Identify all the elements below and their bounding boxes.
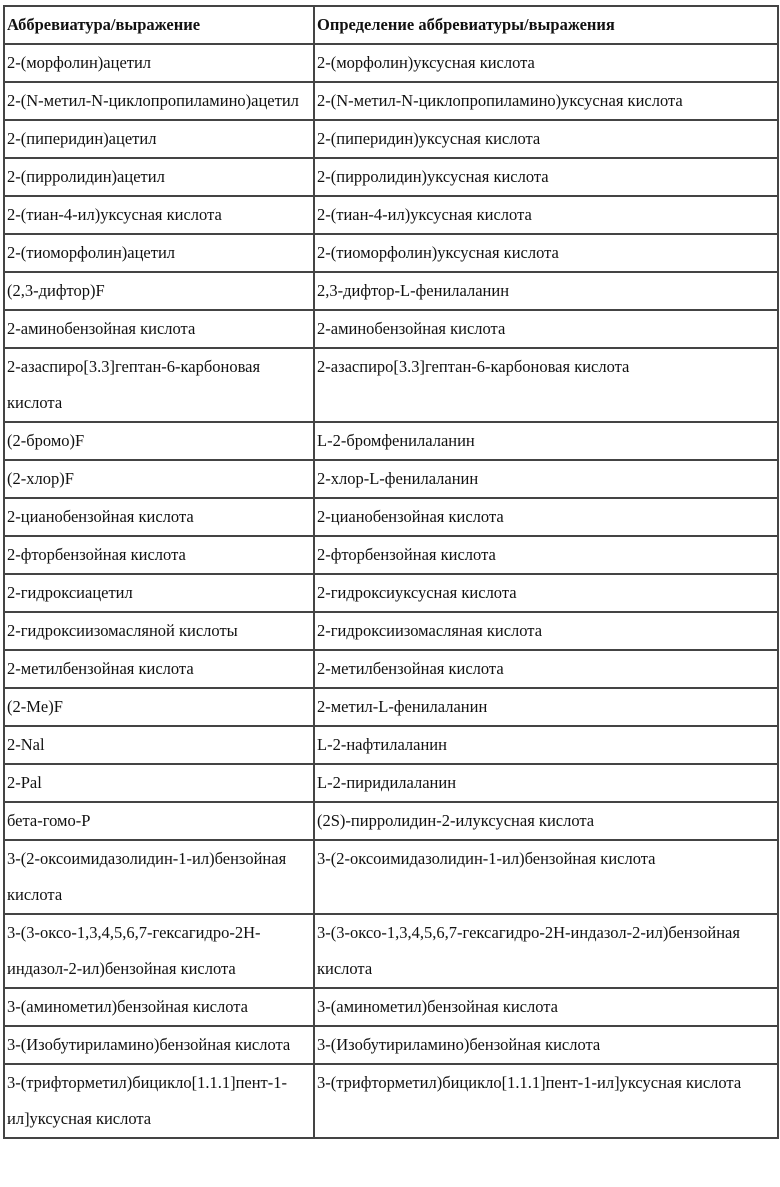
table-row [4,840,778,914]
definition-cell: L-2-бромфенилаланин [314,422,778,460]
abbreviation-cell: 2-аминобензойная кислота [4,310,314,348]
abbreviation-cell: 2-метилбензойная кислота [4,650,314,688]
abbreviation-cell: 2-(тиоморфолин)ацетил [4,234,314,272]
table-row [4,914,778,988]
definition-cell: 2-азаспиро[3.3]гептан-6-карбоновая кислота [314,348,778,422]
table-row [4,82,778,120]
definition-cell: L-2-пиридилаланин [314,764,778,802]
header-abbreviation: Аббревиатура/выражение [4,6,314,44]
abbreviation-cell: 2-цианобензойная кислота [4,498,314,536]
abbreviation-cell: 3-(3-оксо-1,3,4,5,6,7-гексагидро-2H-индазол-2-ил)бензойная кислота [4,914,314,988]
definition-cell: 2-аминобензойная кислота [314,310,778,348]
table-row [4,536,778,574]
abbreviation-cell: 2-гидроксиацетил [4,574,314,612]
definition-cell: L-2-нафтилаланин [314,726,778,764]
abbreviation-cell: 2-гидроксиизомасляной кислоты [4,612,314,650]
definition-cell: 3-(2-оксоимидазолидин-1-ил)бензойная кислота [314,840,778,914]
header-row [4,6,778,44]
abbreviation-cell: 2-азаспиро[3.3]гептан-6-карбоновая кислота [4,348,314,422]
table-row [4,120,778,158]
definition-cell: 2-(пирролидин)уксусная кислота [314,158,778,196]
definition-cell: 2-(морфолин)уксусная кислота [314,44,778,82]
abbreviation-cell: 3-(2-оксоимидазолидин-1-ил)бензойная кислота [4,840,314,914]
definition-cell: 2-цианобензойная кислота [314,498,778,536]
abbreviation-cell: 2-(N-метил-N-циклопропиламино)ацетил [4,82,314,120]
table-row [4,310,778,348]
abbreviation-cell: 2-Nal [4,726,314,764]
table-row [4,688,778,726]
definition-cell: 2,3-дифтор-L-фенилаланин [314,272,778,310]
definition-cell: 2-(тиан-4-ил)уксусная кислота [314,196,778,234]
table-row [4,1064,778,1138]
abbreviation-cell: (2-Me)F [4,688,314,726]
table-row [4,234,778,272]
abbreviation-cell: 2-(тиан-4-ил)уксусная кислота [4,196,314,234]
table-row [4,158,778,196]
definition-cell: 2-метил-L-фенилаланин [314,688,778,726]
definition-cell: 3-(3-оксо-1,3,4,5,6,7-гексагидро-2H-индазол-2-ил)бензойная кислота [314,914,778,988]
abbreviation-cell: 3-(аминометил)бензойная кислота [4,988,314,1026]
definition-cell: 3-(Изобутириламино)бензойная кислота [314,1026,778,1064]
table-row [4,612,778,650]
table-row [4,498,778,536]
table-row [4,196,778,234]
definition-cell: 2-(пиперидин)уксусная кислота [314,120,778,158]
definition-cell: 2-фторбензойная кислота [314,536,778,574]
definition-cell: 2-метилбензойная кислота [314,650,778,688]
header-definition: Определение аббревиатуры/выражения [314,6,778,44]
abbreviation-table [3,5,779,1139]
definition-cell: 2-(N-метил-N-циклопропиламино)уксусная кислота [314,82,778,120]
table-row [4,422,778,460]
abbreviation-cell: 2-(пирролидин)ацетил [4,158,314,196]
abbreviation-cell: бета-гомо-P [4,802,314,840]
table-row [4,272,778,310]
table-row [4,802,778,840]
definition-cell: (2S)-пирролидин-2-илуксусная кислота [314,802,778,840]
table-row [4,988,778,1026]
abbreviation-cell: 2-фторбензойная кислота [4,536,314,574]
abbreviation-cell: 3-(трифторметил)бицикло[1.1.1]пент-1-ил]уксусная кислота [4,1064,314,1138]
abbreviation-cell: 3-(Изобутириламино)бензойная кислота [4,1026,314,1064]
abbreviation-cell: (2-бромо)F [4,422,314,460]
table-row [4,574,778,612]
table-row [4,726,778,764]
definition-cell: 3-(аминометил)бензойная кислота [314,988,778,1026]
table-row [4,44,778,82]
definition-cell: 2-гидроксиуксусная кислота [314,574,778,612]
abbreviation-cell: 2-Pal [4,764,314,802]
definition-cell: 2-гидроксиизомасляная кислота [314,612,778,650]
table-row [4,1026,778,1064]
abbreviation-cell: 2-(пиперидин)ацетил [4,120,314,158]
definition-cell: 3-(трифторметил)бицикло[1.1.1]пент-1-ил]уксусная кислота [314,1064,778,1138]
table-row [4,650,778,688]
abbreviation-cell: 2-(морфолин)ацетил [4,44,314,82]
table-row [4,348,778,422]
definition-cell: 2-хлор-L-фенилаланин [314,460,778,498]
table-row [4,460,778,498]
abbreviation-cell: (2-хлор)F [4,460,314,498]
definition-cell: 2-(тиоморфолин)уксусная кислота [314,234,778,272]
table-row [4,764,778,802]
abbreviation-cell: (2,3-дифтор)F [4,272,314,310]
